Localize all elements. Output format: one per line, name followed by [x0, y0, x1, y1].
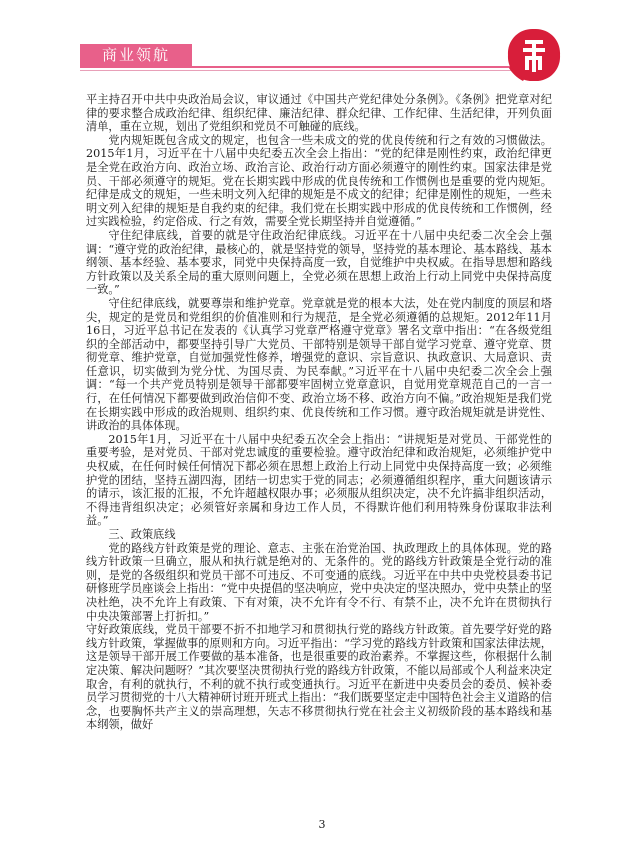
seal-logo-icon: [505, 26, 563, 84]
paragraph: 2015年1月，习近平在十八届中央纪委五次全会上指出：“讲规矩是对党员、干部党性的重要考验，是对党员、干部对党忠诚度的重要检验。遵守政治纪律和政治规矩，必须维护党中央权威，在任何时候任何情况下都必须在思想上政治上行动上同党中央保持高度一致；必须维护党的团结，坚持五湖四海，团结一切忠实于党的同志；必须遵循组织程序，重大问题该请示的请示，该汇报的汇报，不允许超越权限办事；必须服从组织决定，决不允许搞非组织活动，不得违背组织决定；必须管好亲属和身边工作人员，不得默许他们利用特殊身份谋取非法利益。”: [86, 432, 552, 528]
paragraph: 守住纪律底线，就要尊崇和维护党章。党章就是党的根本大法，处在党内制度的顶层和塔尖，规定的是党员和党组织的价值准则和行为规范，是全党必须遵循的总规矩。2012年11月16日，习近平总书记在发表的《认真学习党章严格遵守党章》署名文章中指出：“在各级党组织的全部活动中，都要坚持引导广大党员、干部特别是领导干部自觉学习党章、遵守党章、贯彻党章、维护党章，自觉加强党性修养，增强党的意识、宗旨意识、执政意识、大局意识、责任意识，切实做到为党分忧、为国尽责、为民奉献。”习近平在十八届中央纪委二次全会上强调：“每一个共产党员特别是领导干部都要牢固树立党章意识，自觉用党章规范自己的一言一行，在任何情况下都要做到政治信仰不变、政治立场不移、政治方向不偏。”政治规矩是我们党在长期实践中形成的政治规则、组织约束、优良传统和工作习惯。遵守政治规矩就是讲党性、讲政治的具体体现。: [86, 296, 552, 433]
header-divider-thin: [80, 70, 550, 71]
paragraph: 党的路线方针政策是党的理论、意志、主张在治党治国、执政理政上的具体体现。党的路线方针政策一旦确立，服从和执行就是绝对的、无条件的。党的路线方针政策是全党行动的准则，是党的各级组织和党员干部不可违反、不可变通的底线。习近平在中共中央党校县委书记研修班学员座谈会上指出：“党中央提倡的坚决响应，党中央决定的坚决照办，党中央禁止的坚决杜绝，决不允许上有政策、下有对策，决不允许有令不行、有禁不止，决不允许在贯彻执行中央决策部署上打折扣。”: [86, 541, 552, 623]
section-tab: 商业领航: [80, 44, 192, 66]
paragraph: 平主持召开中共中央政治局会议，审议通过《中国共产党纪律处分条例》。《条例》把党章对纪律的要求整合成政治纪律、组织纪律、廉洁纪律、群众纪律、工作纪律、生活纪律，开列负面清单，重在立规，划出了党组织和党员不可触碰的底线。: [86, 93, 552, 134]
paragraph: 党内规矩既包含成文的规定，也包含一些未成文的党的优良传统和行之有效的习惯做法。2015年1月，习近平在十八届中央纪委五次全会上指出：“党的纪律是刚性约束，政治纪律更是全党在政治方向、政治立场、政治言论、政治行动方面必须遵守的刚性约束。国家法律是党员、干部必须遵守的规矩。党在长期实践中形成的优良传统和工作惯例也是重要的党内规矩。纪律是成文的规矩，一些未明文列入纪律的规矩是不成文的纪律；纪律是刚性的规矩，一些未明文列入纪律的规矩是自我约束的纪律。我们党在长期实践中形成的优良传统和工作惯例，经过实践检验，约定俗成、行之有效，需要全党长期坚持并自觉遵循。”: [86, 133, 552, 229]
page-number: 3: [318, 818, 326, 831]
paragraph: 守好政策底线，党员干部要不折不扣地学习和贯彻执行党的路线方针政策。首先要学好党的路线方针政策，掌握做事的原则和方向。习近平指出：“学习党的路线方针政策和国家法律法规，这是领导干部开展工作要做的基本准备，也是很重要的政治素养。不掌握这些，你根据什么制定决策、解决问题呀？”其次要坚决贯彻执行党的路线方针政策，不能以局部或个人利益来决定取舍，有利的就执行，不利的就不执行或变通执行。习近平在新进中央委员会的委员、候补委员学习贯彻党的十八大精神研讨班开班式上指出：“我们既要坚定走中国特色社会主义道路的信念，也要胸怀共产主义的崇高理想，矢志不移贯彻执行党在社会主义初级阶段的基本路线和基本纲领，做好: [86, 623, 552, 732]
paragraph: 守住纪律底线，首要的就是守住政治纪律底线。习近平在十八届中央纪委二次全会上强调：“遵守党的政治纪律，最核心的，就是坚持党的领导，坚持党的基本理论、基本路线、基本纲领、基本经验、基本要求，同党中央保持高度一致，自觉维护中央权威。在指导思想和路线方针政策以及关系全局的重大原则问题上，全党必须在思想上政治上行动上同党中央保持高度一致。”: [86, 228, 552, 297]
header-divider: [80, 66, 550, 68]
article-body: [86, 93, 552, 732]
section-heading: 三、政策底线: [108, 528, 176, 541]
